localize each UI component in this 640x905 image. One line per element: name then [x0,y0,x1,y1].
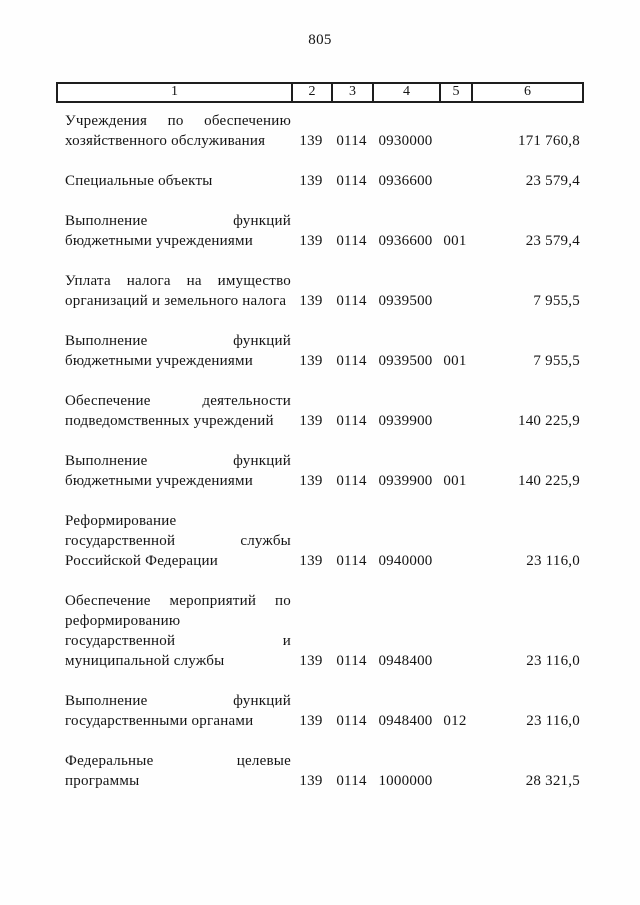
row-title-line: Специальные объекты [65,173,213,189]
row-title-line: Уплата налога на имущество [65,273,291,289]
row-col-6: 23 116,0 [526,553,580,569]
row-col-6: 23 116,0 [526,713,580,729]
row-title [56,511,291,571]
row-col-6: 23 579,4 [525,173,580,189]
row-col-3: 0114 [336,653,367,669]
table-row [56,511,584,571]
table-row [56,111,584,151]
header-col-5: 5 [441,84,473,101]
row-col-4: 0939500 [378,353,433,369]
row-title-line: реформированию [65,613,181,629]
row-col-3: 0114 [336,173,367,189]
row-title-line: Выполнение функций [65,333,291,349]
table-row [56,751,584,791]
row-title-line: Учреждения по обеспечению [65,113,291,129]
row-title-line: Российской Федерации [65,553,219,569]
row-title-line: государственными органами [65,713,254,729]
row-col-2: 139 [299,173,323,189]
table-row [56,171,584,191]
row-title [56,211,291,251]
row-title-line: Обеспечение деятельности [65,393,291,409]
row-title [56,691,291,731]
row-title-line: программы [65,773,140,789]
table-row [56,211,584,251]
row-col-3: 0114 [336,713,367,729]
row-title [56,111,291,151]
row-title-line: Реформирование [65,513,177,529]
table-rows [56,111,584,811]
row-title-line: государственной службы [65,533,291,549]
row-title-line: Выполнение функций [65,453,291,469]
row-col-5: 001 [443,473,467,489]
row-col-2: 139 [299,553,323,569]
row-col-3: 0114 [336,133,367,149]
row-col-6: 7 955,5 [533,293,580,309]
row-title-line: подведомственных учреждений [65,413,274,429]
table-row [56,391,584,431]
row-col-4: 0930000 [378,133,433,149]
header-col-4: 4 [374,84,441,101]
row-col-5: 001 [443,353,467,369]
row-col-6: 7 955,5 [533,353,580,369]
row-title-line: Выполнение функций [65,693,291,709]
row-title-line: бюджетными учреждениями [65,353,253,369]
row-col-4: 0939900 [378,473,433,489]
row-col-2: 139 [299,473,323,489]
row-col-4: 1000000 [378,773,433,789]
row-col-6: 23 116,0 [526,653,580,669]
header-col-2: 2 [293,84,333,101]
row-col-3: 0114 [336,293,367,309]
row-title [56,171,291,191]
row-col-4: 0939900 [378,413,433,429]
row-title-line: Федеральные целевые [65,753,291,769]
row-col-2: 139 [299,653,323,669]
row-col-3: 0114 [336,413,367,429]
row-title-line: хозяйственного обслуживания [65,133,266,149]
row-col-5: 001 [443,233,467,249]
row-title-line: бюджетными учреждениями [65,473,253,489]
row-col-6: 140 225,9 [517,473,580,489]
row-col-4: 0936600 [378,173,433,189]
row-col-6: 28 321,5 [525,773,580,789]
row-col-3: 0114 [336,353,367,369]
row-title-line: Выполнение функций [65,213,291,229]
row-col-6: 171 760,8 [517,133,580,149]
row-col-5: 012 [443,713,467,729]
table-row [56,451,584,491]
row-col-6: 140 225,9 [517,413,580,429]
row-title-line: организаций и земельного налога [65,293,287,309]
row-title [56,751,291,791]
header-col-3: 3 [333,84,374,101]
row-col-4: 0940000 [378,553,433,569]
row-title [56,391,291,431]
row-col-3: 0114 [336,553,367,569]
table-row [56,591,584,671]
row-title-line: государственной и [65,633,291,649]
row-title-line: бюджетными учреждениями [65,233,253,249]
table-row [56,271,584,311]
table-header [56,82,584,103]
header-col-1: 1 [58,84,293,101]
row-col-4: 0936600 [378,233,433,249]
row-col-2: 139 [299,133,323,149]
row-col-6: 23 579,4 [525,233,580,249]
row-col-3: 0114 [336,473,367,489]
page-number: 805 [308,32,332,48]
header-col-6: 6 [524,84,531,99]
row-col-3: 0114 [336,233,367,249]
row-title-line: муниципальной службы [65,653,225,669]
row-title-line: Обеспечение мероприятий по [65,593,291,609]
row-col-2: 139 [299,773,323,789]
table-row [56,331,584,371]
row-title [56,451,291,491]
row-col-2: 139 [299,413,323,429]
row-col-2: 139 [299,233,323,249]
row-col-4: 0939500 [378,293,433,309]
row-col-2: 139 [299,353,323,369]
row-title [56,271,291,311]
row-title [56,591,291,671]
row-col-4: 0948400 [378,653,433,669]
row-col-2: 139 [299,713,323,729]
row-col-2: 139 [299,293,323,309]
row-col-4: 0948400 [378,713,433,729]
table-row [56,691,584,731]
row-title [56,331,291,371]
row-col-3: 0114 [336,773,367,789]
